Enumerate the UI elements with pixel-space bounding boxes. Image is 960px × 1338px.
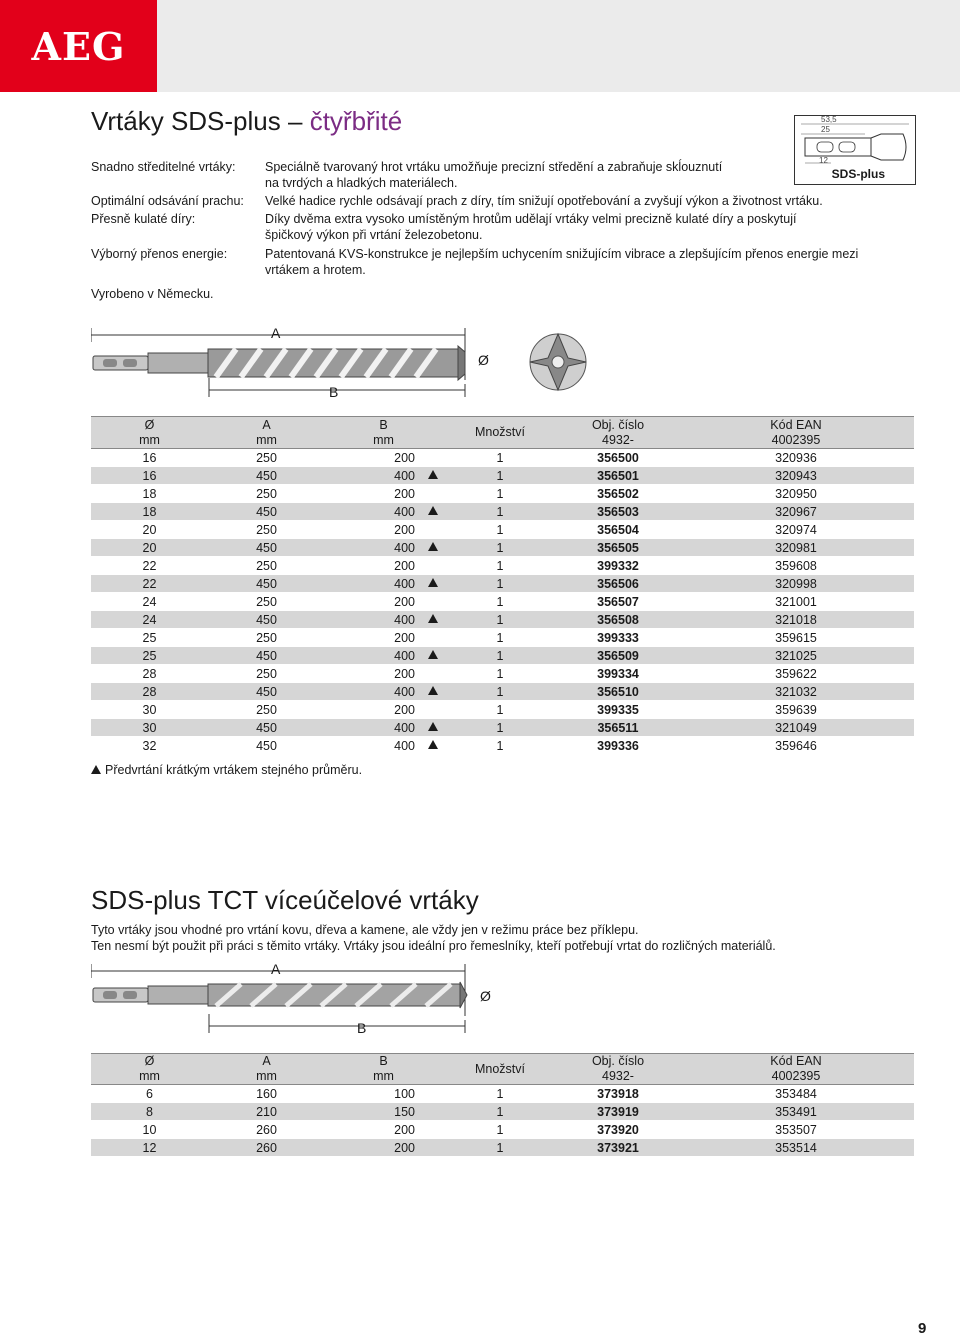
cell-quantity: 1: [442, 503, 558, 521]
cell-length-a: 450: [208, 503, 325, 521]
sds-plus-shank-diagram: [794, 115, 916, 185]
cell-length-b: 200: [325, 1139, 442, 1157]
cell-order-number: 356501: [558, 467, 678, 485]
dim-label-diameter: Ø: [478, 352, 489, 368]
table-row: [91, 467, 914, 485]
cell-order-number: 356502: [558, 485, 678, 503]
cell-length-a: 250: [208, 593, 325, 611]
cell-diameter: 30: [91, 719, 208, 737]
table-row: [91, 1121, 914, 1139]
cell-order-number: 356505: [558, 539, 678, 557]
cell-ean: 353484: [678, 1085, 914, 1103]
cell-length-b: 400: [325, 467, 442, 485]
cell-length-a: 450: [208, 737, 325, 755]
dim-12: 12: [819, 156, 828, 165]
cell-quantity: 1: [442, 485, 558, 503]
cell-diameter: 24: [91, 593, 208, 611]
cell-ean: 359615: [678, 629, 914, 647]
feature-key: Přesně kulaté díry:: [91, 212, 196, 226]
col-header-order-number: Obj. číslo 4932-: [558, 417, 678, 449]
triangle-marker-icon: [428, 650, 438, 659]
cell-ean: 320998: [678, 575, 914, 593]
cell-diameter: 25: [91, 629, 208, 647]
drill-tip-end-view: [528, 331, 588, 393]
cell-order-number: 373920: [558, 1121, 678, 1139]
cell-quantity: 1: [442, 593, 558, 611]
feature-dust-extraction: [91, 193, 891, 209]
aeg-logo: AEG: [0, 0, 157, 92]
made-in-germany: Vyrobeno v Německu.: [91, 287, 214, 301]
cell-ean: 320974: [678, 521, 914, 539]
triangle-marker-icon: [428, 740, 438, 749]
cell-length-b: 400: [325, 683, 442, 701]
cell-length-b: 400: [325, 737, 442, 755]
cell-length-b: 200: [325, 521, 442, 539]
page-title: [91, 106, 402, 137]
cell-diameter: 25: [91, 647, 208, 665]
cell-length-a: 250: [208, 701, 325, 719]
feature-text: vrtákem a hrotem.: [265, 263, 366, 277]
cell-length-b: 400: [325, 539, 442, 557]
cell-quantity: 1: [442, 1103, 558, 1121]
table-row: [91, 449, 914, 467]
feature-text: Patentovaná KVS-konstrukce je nejlepším uchycením snižujícím vibrace a zlepšujícím přenos energie mezi: [265, 247, 859, 261]
title-main: Vrtáky SDS-plus –: [91, 106, 303, 136]
table-header-row: [91, 417, 914, 449]
cell-order-number: 373918: [558, 1085, 678, 1103]
cell-length-a: 250: [208, 521, 325, 539]
cell-length-a: 160: [208, 1085, 325, 1103]
table-row: [91, 539, 914, 557]
cell-length-b: 200: [325, 701, 442, 719]
cell-ean: 353514: [678, 1139, 914, 1157]
triangle-marker-icon: [428, 578, 438, 587]
cell-quantity: 1: [442, 701, 558, 719]
cell-diameter: 16: [91, 467, 208, 485]
cell-length-b: 200: [325, 629, 442, 647]
drill-illustration-tct: [91, 958, 501, 1038]
cell-order-number: 356510: [558, 683, 678, 701]
cell-diameter: 20: [91, 521, 208, 539]
cell-order-number: 356511: [558, 719, 678, 737]
cell-diameter: 32: [91, 737, 208, 755]
col-header-ean: Kód EAN 4002395: [678, 1054, 914, 1085]
section2-title: SDS-plus TCT víceúčelové vrtáky: [91, 885, 479, 915]
table-row: [91, 737, 914, 755]
col-header-quantity: Množství: [442, 417, 558, 449]
cell-length-a: 260: [208, 1121, 325, 1139]
col-header-diameter: Ø mm: [91, 1054, 208, 1085]
cell-length-b: 200: [325, 449, 442, 467]
col-header-length-b: B mm: [325, 417, 442, 449]
table-row: [91, 1085, 914, 1103]
cell-quantity: 1: [442, 683, 558, 701]
cell-length-b: 200: [325, 593, 442, 611]
cell-length-a: 210: [208, 1103, 325, 1121]
cell-length-a: 450: [208, 719, 325, 737]
cell-length-a: 450: [208, 683, 325, 701]
cell-ean: 321018: [678, 611, 914, 629]
cell-order-number: 399335: [558, 701, 678, 719]
cell-order-number: 399336: [558, 737, 678, 755]
cell-length-b: 150: [325, 1103, 442, 1121]
dim-label-diameter: Ø: [480, 988, 491, 1004]
dim-label-b: B: [357, 1020, 367, 1036]
cell-ean: 321001: [678, 593, 914, 611]
cell-length-a: 450: [208, 575, 325, 593]
cell-ean: 353491: [678, 1103, 914, 1121]
cell-quantity: 1: [442, 647, 558, 665]
cell-diameter: 20: [91, 539, 208, 557]
tip-drawing: [528, 331, 588, 393]
predrill-note: [91, 763, 362, 777]
triangle-marker-icon: [428, 506, 438, 515]
cell-order-number: 373919: [558, 1103, 678, 1121]
dim-53-5: 53,5: [821, 115, 837, 124]
cell-ean: 320950: [678, 485, 914, 503]
cell-diameter: 10: [91, 1121, 208, 1139]
table-row: [91, 521, 914, 539]
cell-ean: 320981: [678, 539, 914, 557]
sds-plus-label: SDS-plus: [831, 167, 885, 181]
feature-text: Velké hadice rychle odsávají prach z díry, tím snižují opotřebování a zvyšují výkon a životnost vrtáku.: [265, 194, 823, 208]
cell-diameter: 8: [91, 1103, 208, 1121]
cell-length-b: 400: [325, 611, 442, 629]
drill-drawing: [91, 322, 501, 402]
cell-ean: 320943: [678, 467, 914, 485]
cell-diameter: 22: [91, 575, 208, 593]
cell-order-number: 399334: [558, 665, 678, 683]
table-row: [91, 557, 914, 575]
cell-length-a: 250: [208, 485, 325, 503]
cell-length-b: 200: [325, 665, 442, 683]
cell-length-a: 250: [208, 629, 325, 647]
predrill-note-text: Předvrtání krátkým vrtákem stejného průměru.: [105, 763, 363, 777]
cell-diameter: 22: [91, 557, 208, 575]
cell-length-b: 200: [325, 1121, 442, 1139]
cell-ean: 359639: [678, 701, 914, 719]
cell-quantity: 1: [442, 665, 558, 683]
cell-quantity: 1: [442, 611, 558, 629]
cell-length-b: 200: [325, 485, 442, 503]
cell-diameter: 18: [91, 503, 208, 521]
cell-diameter: 24: [91, 611, 208, 629]
triangle-marker-icon: [428, 542, 438, 551]
cell-diameter: 6: [91, 1085, 208, 1103]
cell-quantity: 1: [442, 521, 558, 539]
dim-label-b: B: [329, 384, 339, 400]
col-header-length-b: B mm: [325, 1054, 442, 1085]
cell-quantity: 1: [442, 557, 558, 575]
cell-length-a: 250: [208, 665, 325, 683]
table-row: [91, 683, 914, 701]
cell-ean: 321032: [678, 683, 914, 701]
cell-quantity: 1: [442, 575, 558, 593]
cell-length-b: 400: [325, 503, 442, 521]
cell-diameter: 16: [91, 449, 208, 467]
cell-ean: 353507: [678, 1121, 914, 1139]
cell-diameter: 18: [91, 485, 208, 503]
feature-key: Výborný přenos energie:: [91, 247, 228, 261]
cell-quantity: 1: [442, 1139, 558, 1157]
drill-spec-table-4-cutter: [91, 416, 914, 755]
cell-order-number: 356508: [558, 611, 678, 629]
triangle-marker-icon: [428, 722, 438, 731]
cell-diameter: 28: [91, 683, 208, 701]
feature-round-holes: [91, 211, 891, 243]
title-accent: čtyřbřité: [309, 106, 403, 136]
feature-centering: [91, 159, 791, 191]
cell-ean: 320936: [678, 449, 914, 467]
feature-key: Optimální odsávání prachu:: [91, 194, 244, 208]
cell-order-number: 356500: [558, 449, 678, 467]
cell-quantity: 1: [442, 737, 558, 755]
table-row: [91, 1103, 914, 1121]
dim-label-a: A: [271, 961, 281, 977]
table-row: [91, 701, 914, 719]
feature-text: špičkový výkon při vrtání železobetonu.: [265, 228, 483, 242]
table-row: [91, 719, 914, 737]
cell-length-a: 450: [208, 539, 325, 557]
triangle-marker-icon: [428, 686, 438, 695]
cell-quantity: 1: [442, 467, 558, 485]
table-row: [91, 485, 914, 503]
drill-illustration-4-cutter: [91, 322, 501, 402]
cell-length-b: 100: [325, 1085, 442, 1103]
cell-quantity: 1: [442, 719, 558, 737]
cell-length-b: 200: [325, 557, 442, 575]
dim-25: 25: [821, 125, 830, 134]
cell-ean: 321049: [678, 719, 914, 737]
dim-label-a: A: [271, 325, 281, 341]
feature-text: Speciálně tvarovaný hrot vrtáku umožňuje precizní středění a zabraňuje skĺouznutí: [265, 160, 723, 174]
triangle-marker-icon: [428, 614, 438, 623]
cell-length-b: 400: [325, 647, 442, 665]
table-row: [91, 575, 914, 593]
cell-diameter: 30: [91, 701, 208, 719]
triangle-marker-icon: [428, 470, 438, 479]
cell-diameter: 28: [91, 665, 208, 683]
table-row: [91, 1139, 914, 1157]
col-header-length-a: A mm: [208, 417, 325, 449]
cell-ean: 359622: [678, 665, 914, 683]
triangle-marker-icon: [91, 765, 101, 774]
table-row: [91, 647, 914, 665]
col-header-quantity: Množství: [442, 1054, 558, 1085]
table-row: [91, 503, 914, 521]
cell-quantity: 1: [442, 1121, 558, 1139]
intro-line: Ten nesmí být použit při práci s těmito vrtáky. Vrtáky jsou ideální pro řemeslníky, kteří potřebují vrtat do rozličných materiálů.: [91, 939, 776, 953]
cell-order-number: 399333: [558, 629, 678, 647]
feature-key: Snadno středitelné vrtáky:: [91, 160, 236, 174]
table-row: [91, 611, 914, 629]
table-row: [91, 665, 914, 683]
cell-quantity: 1: [442, 539, 558, 557]
feature-text: Díky dvěma extra vysoko umístěným hrotům udělají vrtáky velmi precizně kulaté díry a poskytují: [265, 212, 797, 226]
cell-quantity: 1: [442, 449, 558, 467]
cell-length-a: 250: [208, 557, 325, 575]
cell-order-number: 356504: [558, 521, 678, 539]
cell-length-a: 450: [208, 647, 325, 665]
cell-ean: 320967: [678, 503, 914, 521]
cell-length-a: 450: [208, 611, 325, 629]
intro-line: Tyto vrtáky jsou vhodné pro vrtání kovu, dřeva a kamene, ale vždy jen v režimu práce bez příklepu.: [91, 923, 639, 937]
cell-length-a: 260: [208, 1139, 325, 1157]
cell-quantity: 1: [442, 1085, 558, 1103]
table-row: [91, 629, 914, 647]
cell-length-a: 250: [208, 449, 325, 467]
cell-diameter: 12: [91, 1139, 208, 1157]
feature-energy-transfer: [91, 246, 891, 278]
cell-order-number: 356506: [558, 575, 678, 593]
cell-length-a: 450: [208, 467, 325, 485]
drill-spec-table-tct: [91, 1053, 914, 1157]
cell-ean: 321025: [678, 647, 914, 665]
col-header-ean: Kód EAN 4002395: [678, 417, 914, 449]
col-header-order-number: Obj. číslo 4932-: [558, 1054, 678, 1085]
page-number: 9: [918, 1320, 927, 1337]
cell-order-number: 399332: [558, 557, 678, 575]
cell-length-b: 400: [325, 719, 442, 737]
feature-text: na tvrdých a hladkých materiálech.: [265, 176, 458, 190]
cell-order-number: 356503: [558, 503, 678, 521]
cell-order-number: 356509: [558, 647, 678, 665]
cell-quantity: 1: [442, 629, 558, 647]
cell-order-number: 356507: [558, 593, 678, 611]
table-header-row: [91, 1054, 914, 1085]
col-header-length-a: A mm: [208, 1054, 325, 1085]
cell-length-b: 400: [325, 575, 442, 593]
cell-order-number: 373921: [558, 1139, 678, 1157]
cell-ean: 359646: [678, 737, 914, 755]
cell-ean: 359608: [678, 557, 914, 575]
table-row: [91, 593, 914, 611]
col-header-diameter: Ø mm: [91, 417, 208, 449]
drill-drawing: [91, 958, 501, 1038]
section2-intro: [91, 922, 776, 954]
